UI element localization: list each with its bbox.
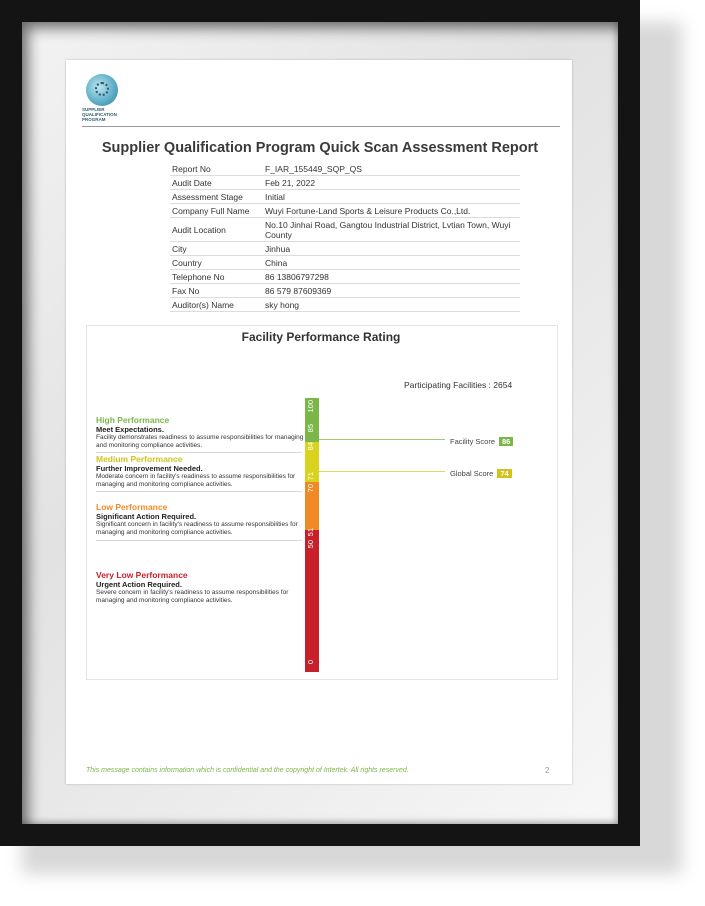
level-subheading: Further Improvement Needed. <box>96 464 203 473</box>
info-value: 86 13806797298 <box>265 272 329 282</box>
info-row <box>170 256 520 270</box>
tick-label: 0 <box>306 660 315 665</box>
report-info-table <box>170 162 520 312</box>
page-number: 2 <box>545 766 550 775</box>
info-value: Initial <box>265 192 285 202</box>
info-label: Fax No <box>172 286 200 296</box>
info-label: City <box>172 244 187 254</box>
level-description: Facility demonstrates readiness to assume responsibilities for managing and monitoring compliance activities. <box>96 434 304 449</box>
level-heading: High Performance <box>96 415 170 425</box>
tick-label: 85 <box>306 424 315 433</box>
info-value: Feb 21, 2022 <box>265 178 316 188</box>
info-row <box>170 298 520 312</box>
tick-label: 70 <box>306 484 315 493</box>
level-description: Severe concern in facility's readiness to assume responsibilities for managing and monitoring compliance activities. <box>96 589 289 604</box>
level-description: Significant concern in facility's readiness to assume responsibilities for managing and monitoring compliance activities. <box>96 521 298 536</box>
info-row <box>170 162 520 176</box>
tick-label: 71 <box>306 472 315 481</box>
confidentiality-notice: This message contains information which is confidential and the copyright of Intertek. All rights reserved. <box>86 767 409 774</box>
level-heading: Medium Performance <box>96 454 183 464</box>
info-row <box>170 204 520 218</box>
info-value: sky hong <box>265 300 300 310</box>
rating-scale-bar <box>305 398 319 672</box>
sqp-logo <box>82 74 122 124</box>
info-value: No.10 Jinhai Road, Gangtou Industrial District, Lvtian Town, Wuyi County <box>265 220 511 240</box>
info-label: Telephone No <box>172 272 225 282</box>
level-divider <box>96 540 302 541</box>
facility-score-marker <box>319 439 445 440</box>
info-value: 86 579 87609369 <box>265 286 332 296</box>
participating-label: Participating Facilities : <box>404 380 491 390</box>
info-label: Company Full Name <box>172 206 250 216</box>
info-value: Wuyi Fortune-Land Sports & Leisure Products Co.,Ltd. <box>265 206 471 216</box>
report-title: Supplier Qualification Program Quick Scan Assessment Report <box>101 140 539 156</box>
global-score-label: Global Score <box>450 469 494 478</box>
facility-score-badge: 86 <box>499 437 513 446</box>
info-label: Country <box>172 258 202 268</box>
global-score-badge: 74 <box>497 469 511 478</box>
level-medium <box>96 454 306 489</box>
info-row <box>170 284 520 298</box>
info-row <box>170 242 520 256</box>
level-subheading: Urgent Action Required. <box>96 580 182 589</box>
global-score <box>450 469 512 478</box>
rating-title: Facility Performance Rating <box>241 330 401 344</box>
scale-segment-verylow <box>305 530 319 672</box>
gear-icon <box>95 82 109 96</box>
info-row <box>170 176 520 190</box>
level-subheading: Meet Expectations. <box>96 425 164 434</box>
info-row <box>170 218 520 242</box>
logo-text: SUPPLIER QUALIFICATION PROGRAM <box>82 107 117 122</box>
header-divider <box>82 126 560 127</box>
info-label: Audit Date <box>172 178 212 188</box>
level-heading: Very Low Performance <box>96 570 188 580</box>
global-score-marker <box>319 471 445 472</box>
participating-value: 2654 <box>493 380 513 390</box>
info-label: Audit Location <box>172 225 226 235</box>
info-row <box>170 270 520 284</box>
info-label: Auditor(s) Name <box>172 300 234 310</box>
participating-facilities <box>404 380 512 390</box>
facility-score-label: Facility Score <box>450 437 496 446</box>
level-divider <box>96 491 302 492</box>
info-label: Report No <box>172 164 211 174</box>
tick-label: 50 <box>306 540 315 549</box>
level-heading: Low Performance <box>96 502 168 512</box>
facility-score <box>450 437 513 446</box>
info-value: F_IAR_155449_SQP_QS <box>265 164 362 174</box>
level-verylow <box>96 570 306 605</box>
info-value: China <box>265 258 288 268</box>
level-low <box>96 502 306 537</box>
level-description: Moderate concern in facility's readiness to assume responsibilities for managing and monitoring compliance activities. <box>96 473 296 488</box>
level-divider <box>96 452 302 453</box>
level-high <box>96 415 306 450</box>
tick-label: 84 <box>306 442 315 451</box>
info-label: Assessment Stage <box>172 192 243 202</box>
level-subheading: Significant Action Required. <box>96 512 197 521</box>
info-row <box>170 190 520 204</box>
tick-label: 51 <box>306 528 315 537</box>
info-value: Jinhua <box>265 244 291 254</box>
tick-label: 100 <box>306 400 315 413</box>
